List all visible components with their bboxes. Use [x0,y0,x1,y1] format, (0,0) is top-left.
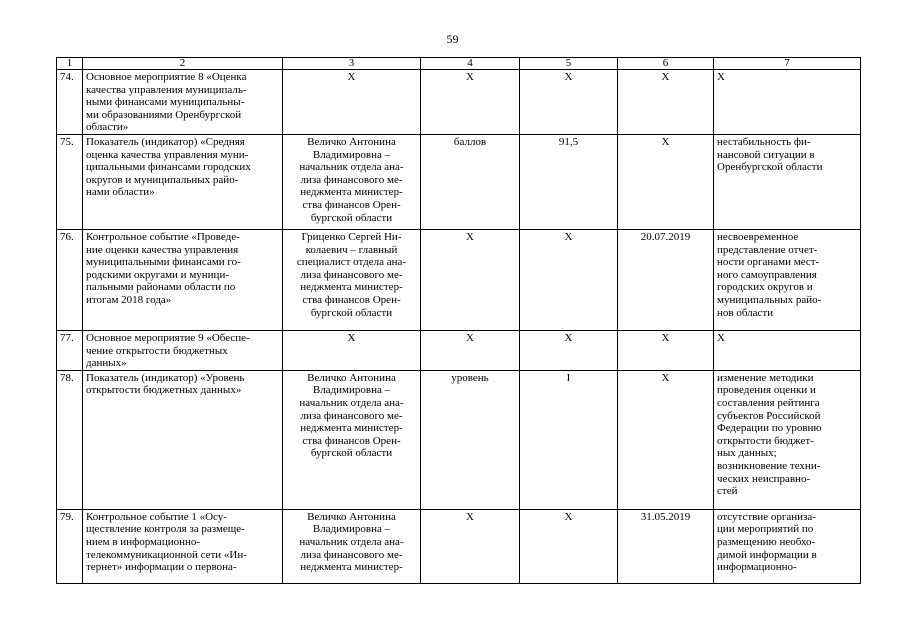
row-date: X [618,330,714,370]
column-header-row [57,58,861,70]
measures-table [56,57,861,584]
row-value: X [520,229,618,330]
table-row [57,229,861,330]
row-number: 77. [57,330,83,370]
row-number: 76. [57,229,83,330]
row-name: Контрольное событие «Проведе- ние оценки качества управления муниципальными финансами го- родскими округами и муници- пальными районами области по итогам 2018 года» [83,229,283,330]
row-date: X [618,370,714,509]
table-row [57,509,861,583]
table-row [57,330,861,370]
row-value: I [520,370,618,509]
row-number: 78. [57,370,83,509]
row-responsible: X [283,330,421,370]
header-cell-1: 1 [57,58,83,70]
row-name: Основное мероприятие 8 «Оценка качества управления муниципаль- ными финансами муниципальны- ми образованиями Оренбургской области» [83,70,283,135]
row-risk: несвоевременное представление отчет- ности органами мест- ного самоуправления городских округов и муниципальных райо- нов области [714,229,861,330]
row-value: X [520,70,618,135]
row-risk: нестабильность фи- нансовой ситуации в Оренбургской области [714,134,861,229]
row-unit: уровень [421,370,520,509]
row-risk: X [714,330,861,370]
row-date: 31.05.2019 [618,509,714,583]
row-responsible: Величко Антонина Владимировна – начальник отдела ана- лиза финансового ме- неджмента министер- [283,509,421,583]
table-row [57,370,861,509]
row-responsible: Величко Антонина Владимировна – начальник отдела ана- лиза финансового ме- неджмента министер- ства финансов Орен- бургской области [283,370,421,509]
row-value: X [520,330,618,370]
row-unit: X [421,330,520,370]
row-date: 20.07.2019 [618,229,714,330]
row-number: 74. [57,70,83,135]
header-cell-5: 5 [520,58,618,70]
row-unit: X [421,509,520,583]
row-name: Основное мероприятие 9 «Обеспе- чение открытости бюджетных данных» [83,330,283,370]
row-value: 91,5 [520,134,618,229]
row-value: X [520,509,618,583]
row-name: Контрольное событие 1 «Осу- ществление контроля за размеще- нием в информационно- телекоммуникационной сети «Ин- тернет» информации о первона- [83,509,283,583]
table-row [57,70,861,135]
row-responsible: X [283,70,421,135]
header-cell-7: 7 [714,58,861,70]
table-row [57,134,861,229]
row-date: X [618,70,714,135]
header-cell-3: 3 [283,58,421,70]
header-cell-6: 6 [618,58,714,70]
row-date: X [618,134,714,229]
page-number: 59 [446,32,459,46]
row-responsible: Гриценко Сергей Ни- колаевич – главный специалист отдела ана- лиза финансового ме- неджмента министер- ства финансов Орен- бургской области [283,229,421,330]
row-unit: баллов [421,134,520,229]
row-unit: X [421,229,520,330]
row-unit: X [421,70,520,135]
row-number: 79. [57,509,83,583]
row-risk: изменение методики проведения оценки и составления рейтинга субъектов Российской Федерации по уровню открытости бюджет- ных данных; возникновение техни- ческих неисправно- стей [714,370,861,509]
row-responsible: Величко Антонина Владимировна – начальник отдела ана- лиза финансового ме- неджмента министер- ства финансов Орен- бургской области [283,134,421,229]
row-name: Показатель (индикатор) «Уровень открытости бюджетных данных» [83,370,283,509]
header-cell-2: 2 [83,58,283,70]
row-risk: X [714,70,861,135]
row-risk: отсутствие организа- ции мероприятий по размещению необхо- димой информации в информационно- [714,509,861,583]
row-name: Показатель (индикатор) «Средняя оценка качества управления муни- ципальными финансами городских округов и муниципальных райо- нами области» [83,134,283,229]
row-number: 75. [57,134,83,229]
header-cell-4: 4 [421,58,520,70]
